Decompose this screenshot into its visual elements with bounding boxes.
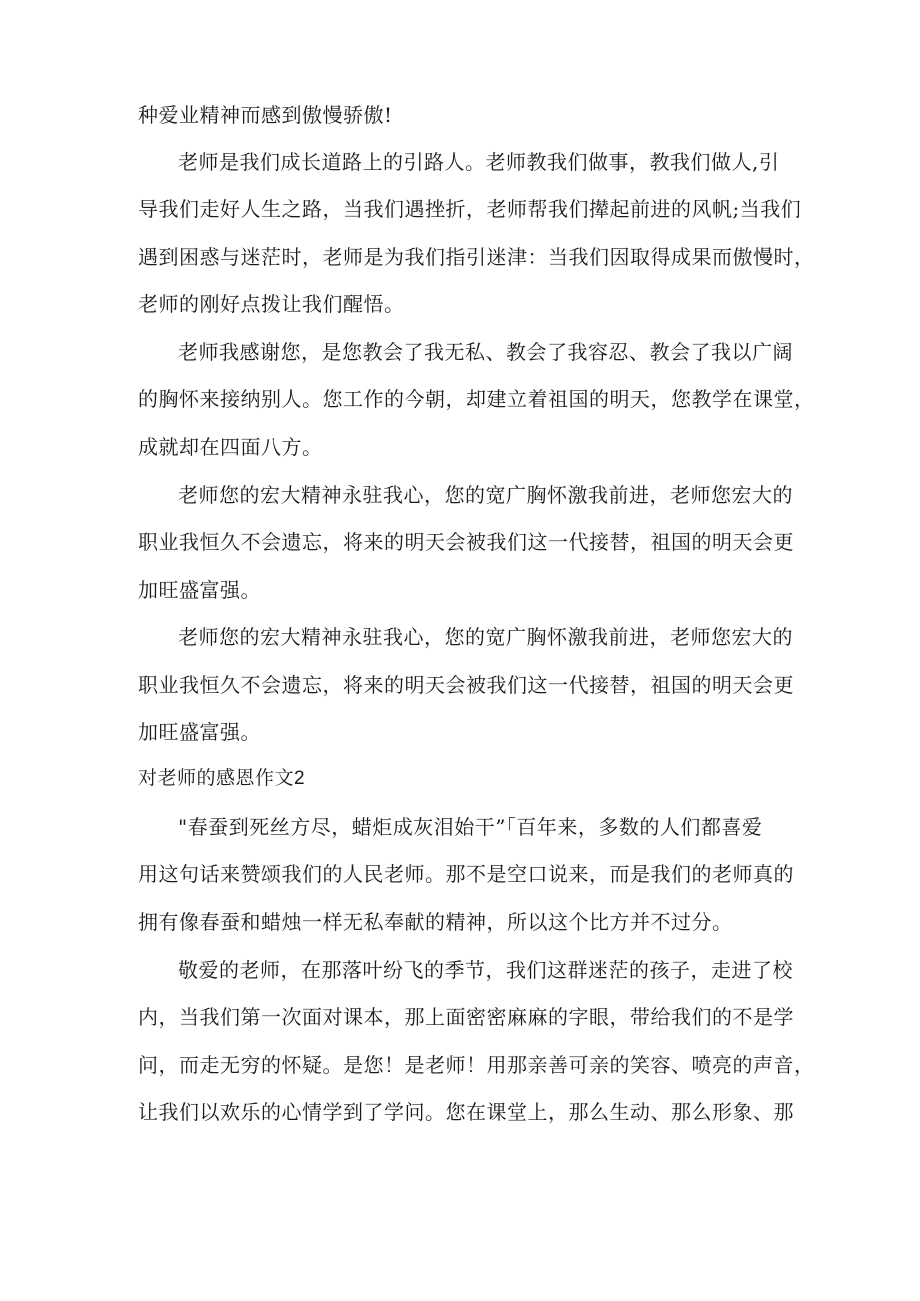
text-line: 遇到困惑与迷茫时，老师是为我们指引迷津：当我们因取得成果而傲慢时， (138, 245, 815, 269)
text-line: 让我们以欢乐的心情学到了学问。您在课堂上，那么生动、那么形象、那 (138, 1100, 794, 1124)
paragraph-first-line: 老师您的宏大精神永驻我心，您的宽广胸怀激我前进，老师您宏大的 (178, 483, 793, 507)
paragraph-first-line: 老师您的宏大精神永驻我心，您的宽广胸怀激我前进，老师您宏大的 (178, 625, 793, 649)
text-line: 用这句话来赞颂我们的人民老师。那不是空口说来，而是我们的老师真的 (138, 862, 794, 886)
paragraph-first-line: "春蚕到死丝方尽，蜡炬成灰泪始干”「百年来，多数的人们都喜爱 (178, 815, 763, 839)
text-line: 加旺盛富强。 (138, 720, 261, 744)
text-line: 成就却在四面八方。 (138, 435, 323, 459)
text-line: 问，而走无穷的怀疑。是您！是老师！用那亲善可亲的笑容、喷亮的声音， (138, 1053, 815, 1077)
paragraph-first-line: 敬爱的老师，在那落叶纷飞的季节，我们这群迷茫的孩子，走进了校 (178, 958, 793, 982)
paragraph-first-line: 老师是我们成长道路上的引路人。老师教我们做事，教我们做人,引 (178, 150, 780, 174)
text-line: 的胸怀来接纳别人。您工作的今朝，却建立着祖国的明天，您教学在课堂， (138, 387, 815, 411)
section-heading: 对老师的感恩作文2 (138, 768, 306, 789)
text-line: 老师的刚好点拨让我们醒悟。 (138, 292, 405, 316)
text-line: 职业我恒久不会遗忘，将来的明天会被我们这一代接替，祖国的明天会更 (138, 530, 794, 554)
text-line: 职业我恒久不会遗忘，将来的明天会被我们这一代接替，祖国的明天会更 (138, 673, 794, 697)
text-line: 拥有像春蚕和蜡烛一样无私奉献的精神，所以这个比方并不过分。 (138, 910, 733, 934)
text-line: 种爱业精神而感到傲慢骄傲! (138, 103, 393, 127)
text-line: 导我们走好人生之路，当我们遇挫折，老师帮我们撵起前进的风帆;当我们 (138, 197, 802, 221)
text-line: 加旺盛富强。 (138, 578, 261, 602)
paragraph-first-line: 老师我感谢您，是您教会了我无私、教会了我容忍、教会了我以广阔 (178, 340, 793, 364)
text-line: 内，当我们第一次面对课本，那上面密密麻麻的字眼，带给我们的不是学 (138, 1005, 794, 1029)
